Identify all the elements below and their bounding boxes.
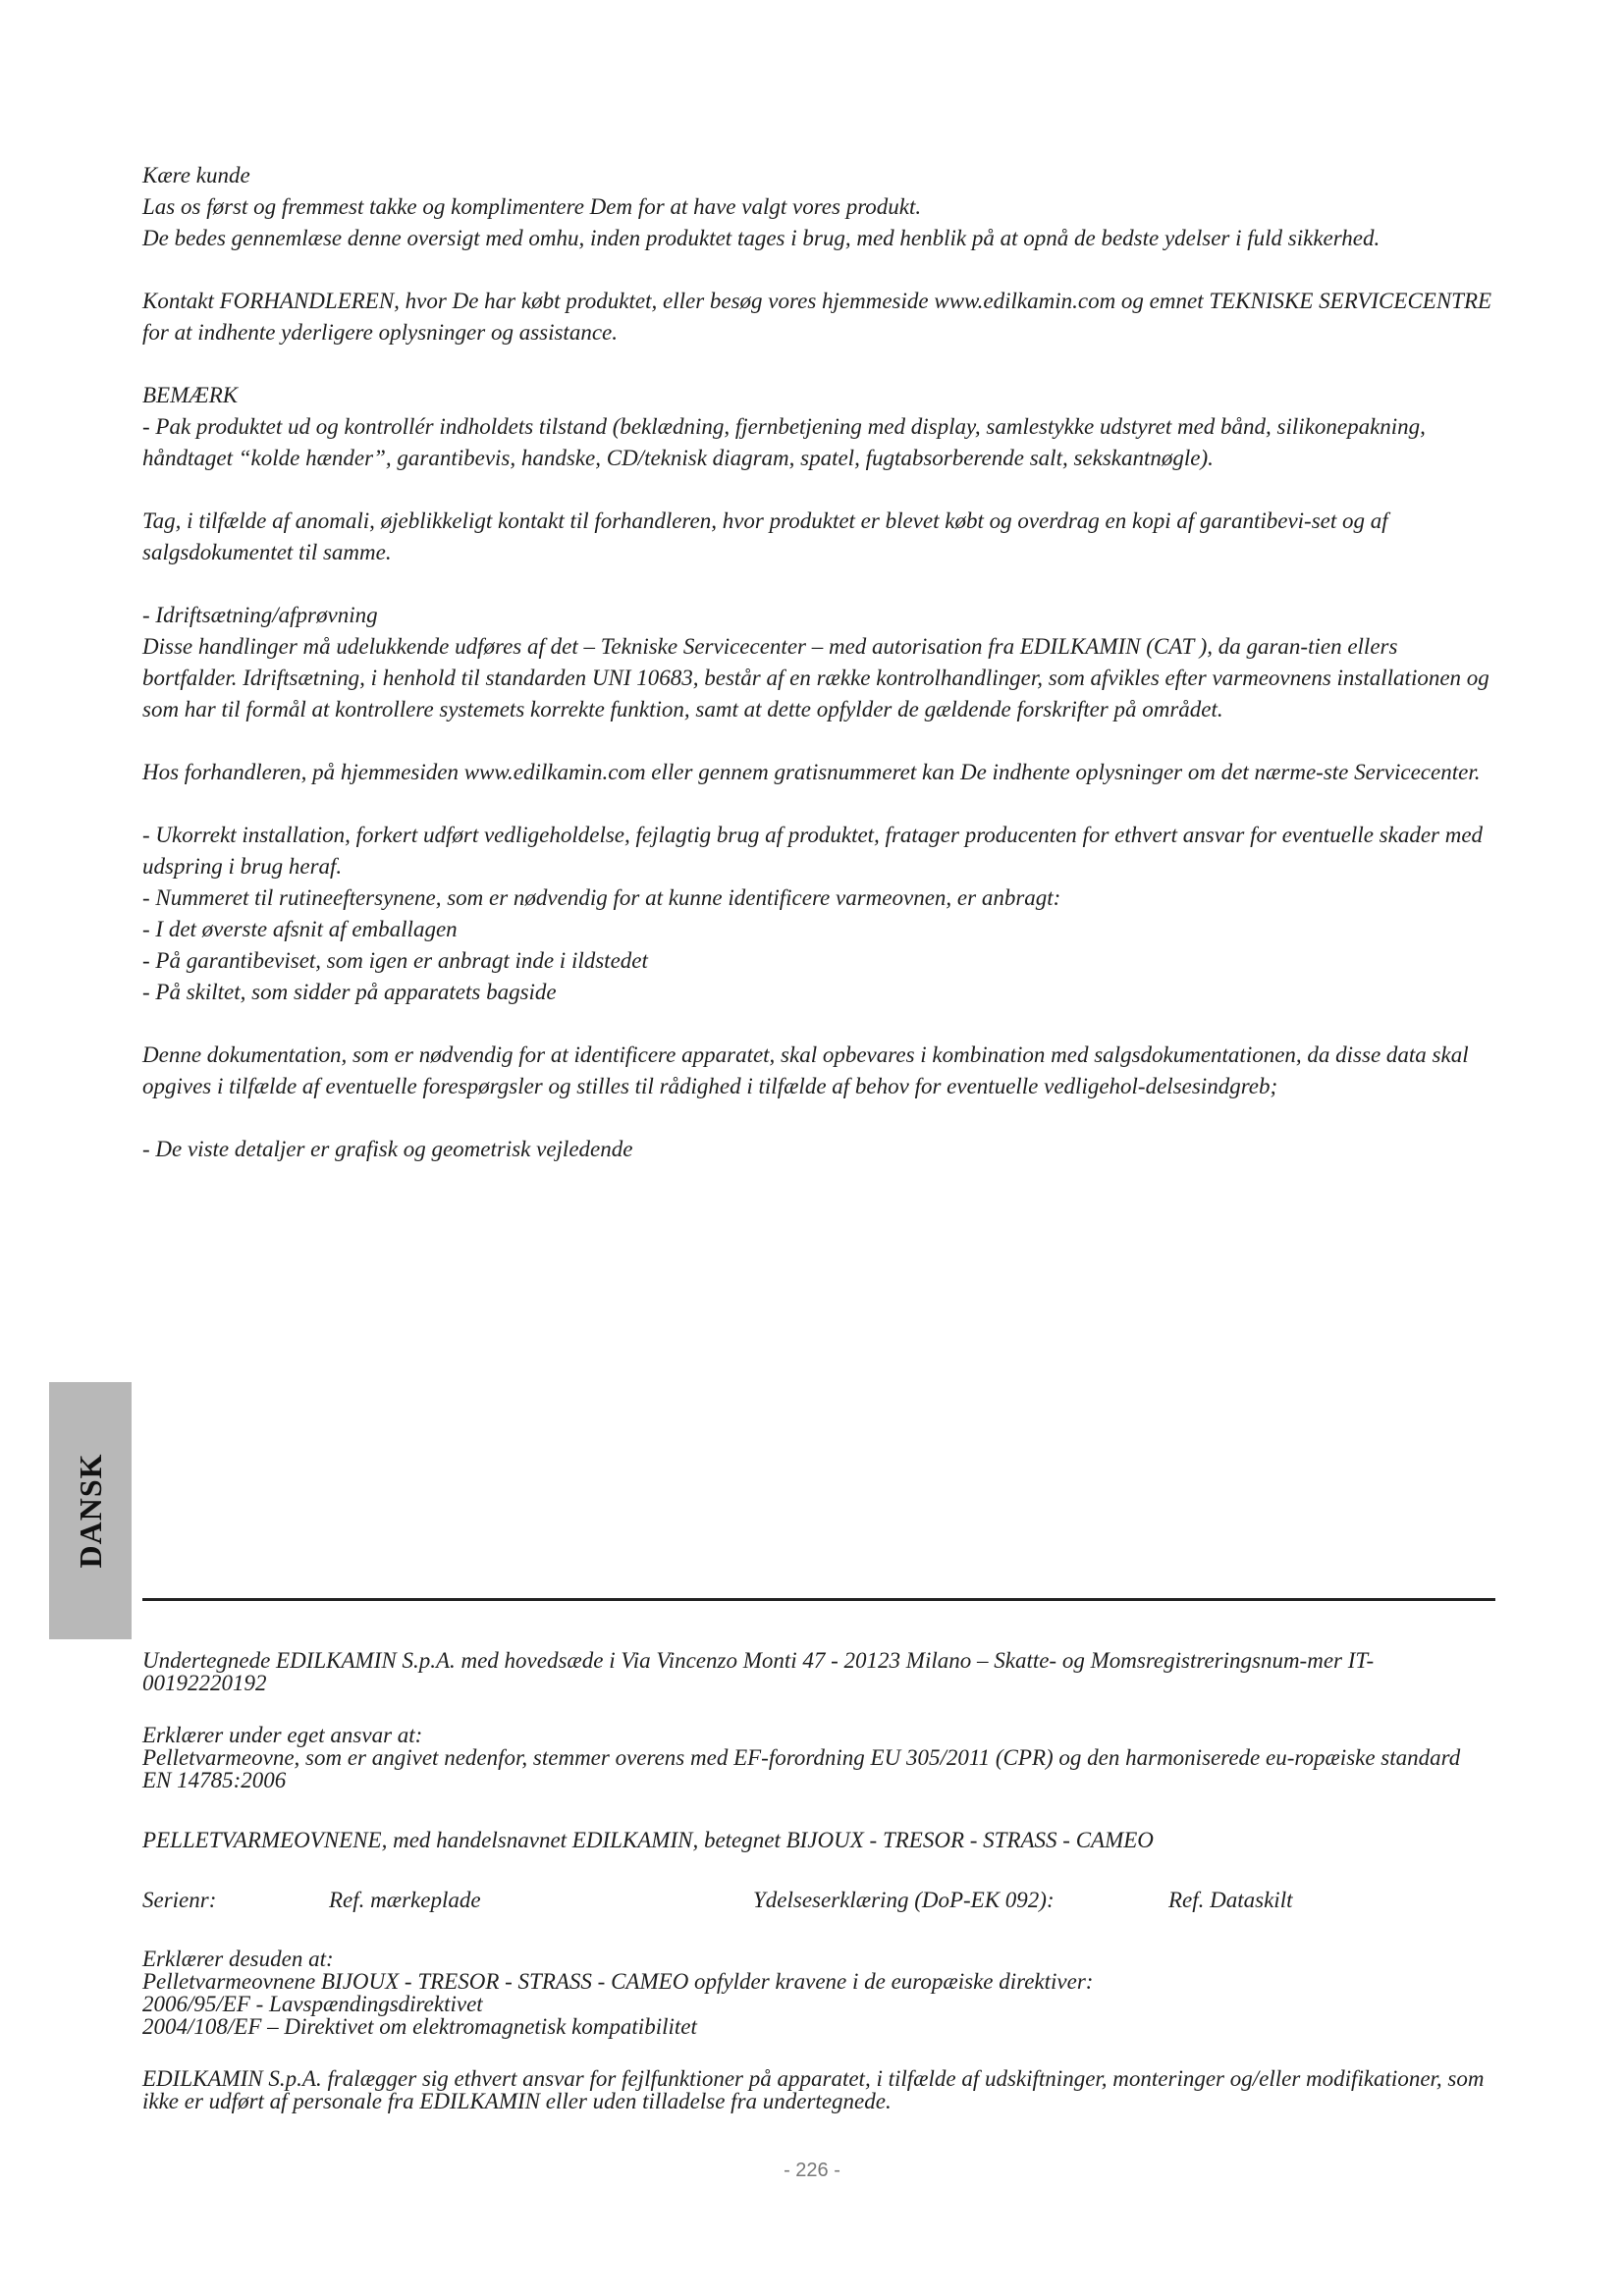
page-number: - 226 -	[784, 2160, 840, 2181]
note-text: - Pak produktet ud og kontrollér indholdets tilstand (beklædning, fjernbetjening med display, samlestykke udstyret med bånd, silikonepakning, håndtaget “kolde hænder”, garantibevis, handske, CD/teknisk diagram, spatel, fugtabsorberende salt, sekskantnøgle).	[142, 414, 1426, 470]
product-line: PELLETVARMEOVNENE, med handelsnavnet EDILKAMIN, betegnet BIJOUX - TRESOR - STRASS - CAMEO	[142, 1828, 1154, 1852]
greeting: Kære kunde	[142, 163, 250, 187]
section-divider	[142, 1598, 1495, 1601]
declaration-statement: Erklærer under eget ansvar at: Pelletvarmeovne, som er angivet nedenfor, stemmer overens med EF-forordning EU 305/2011 (CPR) og den harmoniserede eu-ropæiske standard EN 14785:2006	[142, 1723, 1461, 1792]
list-item: - På garantibeviset, som igen er anbragt inde i ildstedet	[142, 948, 648, 973]
anomaly-paragraph: Tag, i tilfælde af anomali, øjeblikkeligt kontakt til forhandleren, hvor produktet er blevet købt og overdrag en kopi af garantibevi-set og af salgsdokumentet til samme.	[142, 508, 1388, 564]
list-item: - På skiltet, som sidder på apparatets bagside	[142, 980, 557, 1004]
contact-paragraph: Kontakt FORHANDLEREN, hvor De har købt produktet, eller besøg vores hjemmeside www.edilkamin.com og emnet TEKNISKE SERVICECENTRE for at indhente yderligere oplysninger og assistance.	[142, 289, 1492, 345]
documentation-paragraph: Denne dokumentation, som er nødvendig for at identificere apparatet, skal opbevares i kombination med salgsdokumentationen, da disse data skal opgives i tilfælde af eventuelle forespørgsler og stilles til rådighed i tilfælde af behov for eventuelle vedligehol-delsesindgreb;	[142, 1042, 1469, 1098]
language-tab	[49, 1382, 132, 1639]
intro-paragraph: Las os først og fremmest takke og komplimentere Dem for at have valgt vores produkt. De bedes gennemlæse denne oversigt med omhu, inden produktet tages i brug, med henblik på at opnå de bedste ydelser i fuld sikkerhed.	[142, 194, 1380, 250]
list-item: - Nummeret til rutineeftersynene, som er nødvendig for at kunne identificere varmeovnen, er anbragt:	[142, 885, 1061, 910]
disclaimer: EDILKAMIN S.p.A. fralægger sig ethvert ansvar for fejlfunktioner på apparatet, i tilfælde af udskiftninger, monteringer og/eller modifikationer, som ikke er udført af personale fra EDILKAMIN eller uden tilladelse fra undertegnede.	[142, 2066, 1485, 2113]
list-item: - Ukorrekt installation, forkert udført vedligeholdelse, fejlagtig brug af produktet, fratager producenten for ethvert ansvar for eventuelle skader med udspring i brug heraf.	[142, 823, 1484, 879]
serial-dop-row	[142, 1889, 1492, 1911]
language-tab-label: DANSK	[73, 1453, 108, 1569]
service-center-paragraph: Hos forhandleren, på hjemmesiden www.edilkamin.com eller gennem gratisnummeret kan De indhente oplysninger om det nærme-ste Servicecenter.	[142, 760, 1481, 784]
intro-section	[142, 160, 1492, 1165]
serial-label: Serienr:	[142, 1888, 217, 1912]
dop-label: Ydelseserklæring (DoP-EK 092):	[753, 1888, 1055, 1912]
note-heading: BEMÆRK	[142, 383, 239, 407]
company-statement: Undertegnede EDILKAMIN S.p.A. med hovedsæde i Via Vincenzo Monti 47 - 20123 Milano – Skatte- og Momsregistreringsnum-mer IT-00192220192	[142, 1648, 1375, 1695]
details-note: - De viste detaljer er grafisk og geometrisk vejledende	[142, 1137, 633, 1161]
dop-value: Ref. Dataskilt	[1168, 1888, 1293, 1912]
list-item: - I det øverste afsnit af emballagen	[142, 917, 458, 941]
commissioning-heading: - Idriftsætning/afprøvning	[142, 603, 378, 627]
additional-declaration: Erklærer desuden at: Pelletvarmeovnene BIJOUX - TRESOR - STRASS - CAMEO opfylder kravene i de europæiske direktiver: 2006/95/EF - Lavspændingsdirektivet 2004/108/EF – Direktivet om elektromagnetisk kompatibilitet	[142, 1947, 1094, 2039]
commissioning-text: Disse handlinger må udelukkende udføres af det – Tekniske Servicecenter – med autorisation fra EDILKAMIN (CAT ), da garan-tien ellers bortfalder. Idriftsætning, i henhold til standarden UNI 10683, består af en række kontrolhandlinger, som afvikles efter varmeovnens installationen og som har til formål at kontrollere systemets korrekte funktion, samt at dette opfylder de gældende forskrifter på området.	[142, 634, 1489, 721]
serial-value: Ref. mærkeplade	[329, 1888, 481, 1912]
declaration-section	[142, 1649, 1492, 2142]
